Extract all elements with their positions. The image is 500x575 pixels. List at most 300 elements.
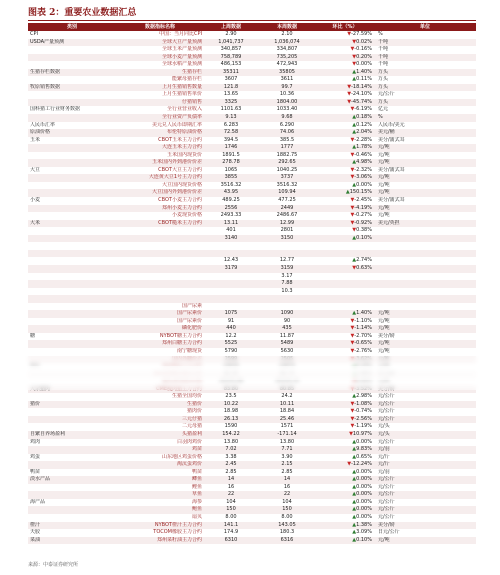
table-row [28, 310, 476, 318]
row-change [316, 423, 374, 431]
up-arrow-icon: ▲ [352, 234, 357, 241]
table-row [28, 265, 476, 273]
header-prev-week: 上周数据 [204, 23, 258, 31]
table-row [28, 348, 476, 356]
row-prev-value: 3140 [204, 235, 258, 243]
row-indicator: 鸭苗 [191, 468, 202, 475]
down-arrow-icon: ▼ [350, 136, 355, 143]
header-change: 环比（%） [316, 23, 374, 31]
row-change [316, 393, 374, 401]
up-arrow-icon: ▲ [352, 159, 357, 166]
change-value: 0.00% [356, 483, 372, 490]
table-row [28, 461, 476, 469]
row-this-value: 3737 [258, 174, 316, 182]
row-category: 小麦 [30, 197, 41, 204]
row-this-value: 2801 [280, 227, 294, 234]
row-prev-value: 401 [226, 227, 236, 234]
row-unit: 美分/蒲式耳 [378, 166, 405, 173]
change-value: -12.24% [351, 461, 372, 468]
row-this-value: 292.65 [258, 159, 316, 167]
row-prev-value: 2.85 [225, 468, 237, 475]
up-arrow-icon: ▲ [352, 483, 357, 490]
row-indicator: 大连黄大豆1号主力合约 [116, 174, 204, 182]
row-unit: 元/吨 [374, 205, 476, 213]
row-this-value [258, 250, 316, 258]
up-arrow-icon: ▲ [352, 114, 357, 121]
row-change [316, 280, 374, 288]
change-value: -27.59% [351, 31, 372, 37]
row-prev-value [204, 280, 258, 288]
change-value: 4.98% [356, 159, 372, 166]
change-value: 0.63% [356, 264, 372, 271]
row-category: 玉米 [30, 136, 41, 143]
row-unit: 元/公斤 [378, 498, 395, 505]
row-indicator: 全行业营业收入 [166, 106, 202, 113]
change-value: 0.10% [356, 234, 372, 241]
row-prev-value: 26.13 [204, 416, 258, 424]
row-category [28, 348, 116, 356]
row-unit [374, 280, 476, 288]
table-row [28, 182, 476, 190]
change-value: -0.46% [354, 151, 372, 158]
row-category [28, 280, 116, 288]
table-row [28, 174, 476, 182]
change-value: 0.00% [356, 506, 372, 513]
row-this-value: 18.84 [279, 408, 295, 415]
row-unit: 元/公斤 [374, 491, 476, 499]
row-prev-value: 340,857 [220, 46, 242, 53]
table-row [28, 446, 476, 454]
table-row [28, 129, 476, 137]
row-unit: 元/吨 [374, 189, 476, 197]
row-prev-value: 174.9 [223, 529, 239, 536]
down-arrow-icon: ▼ [350, 332, 355, 339]
up-arrow-icon: ▲ [352, 521, 357, 528]
row-this-value: 1033.40 [276, 106, 298, 113]
row-prev-value: 6.283 [223, 121, 239, 128]
row-unit: 元/公斤 [378, 91, 395, 98]
row-prev-value [204, 250, 258, 258]
table-row [28, 114, 476, 122]
row-indicator: 二元母猪 [181, 423, 202, 430]
row-this-value: 13.80 [279, 438, 295, 445]
header-unit: 单位 [374, 23, 476, 31]
row-prev-value: 758,789 [204, 54, 258, 62]
table-row [28, 303, 476, 311]
row-prev-value: 1590 [224, 423, 238, 430]
row-indicator: 大连玉米主力合约 [116, 144, 204, 152]
row-category [28, 159, 116, 167]
row-change [316, 69, 374, 77]
row-indicator: 鲍鱼 [116, 506, 204, 514]
table-row [28, 280, 476, 288]
row-prev-value: 5790 [224, 347, 238, 354]
row-prev-value: 440 [204, 325, 258, 333]
row-category [28, 310, 116, 318]
row-this-value: 10.36 [279, 91, 295, 98]
row-change [316, 205, 374, 213]
row-indicator: 全球水稻产量预测 [161, 61, 202, 68]
row-change [316, 99, 374, 107]
row-change [316, 288, 374, 296]
row-prev-value: 12.43 [223, 257, 239, 264]
row-category [28, 76, 116, 84]
row-category [28, 250, 116, 258]
row-this-value: 74.06 [258, 129, 316, 137]
down-arrow-icon: ▼ [350, 423, 355, 430]
row-this-value: 3.17 [281, 272, 293, 279]
row-indicator: 生猪存栏 [116, 69, 204, 77]
row-this-value: 2.15 [258, 461, 316, 469]
source-note: 来源：中泰证券研究所 [28, 562, 79, 568]
row-category: 自繁自养场盈利 [28, 431, 116, 439]
row-this-value: 90 [283, 317, 291, 324]
down-arrow-icon: ▼ [352, 227, 357, 234]
row-change [316, 537, 374, 545]
change-value: 0.00% [356, 61, 372, 68]
table-row [28, 522, 476, 530]
change-value: 1.38% [356, 521, 372, 528]
row-this-value: 7.88 [258, 280, 316, 288]
table-row [28, 144, 476, 152]
row-change [316, 114, 374, 122]
row-change [316, 295, 374, 303]
row-category [28, 514, 116, 522]
row-prev-value: 154.22 [204, 431, 258, 439]
row-prev-value: 14 [204, 476, 258, 484]
change-value: -3.06% [354, 174, 372, 181]
row-change [316, 122, 374, 130]
row-unit: 元/公斤 [374, 401, 476, 409]
row-indicator: 中国：当月同比CPI [159, 31, 202, 37]
change-value: 0.00% [356, 438, 372, 445]
change-value: -0.27% [354, 212, 372, 219]
row-unit [374, 235, 476, 243]
row-indicator [116, 235, 204, 243]
table-row [28, 476, 476, 484]
down-arrow-icon: ▼ [350, 340, 355, 347]
row-category [28, 242, 116, 250]
row-this-value: 1804.00 [258, 99, 316, 107]
row-indicator: 三元仔猪 [116, 416, 204, 424]
row-unit: 元/吨 [374, 325, 476, 333]
change-value: -2.56% [354, 415, 372, 422]
table-row [28, 257, 476, 265]
table-row [28, 454, 476, 462]
change-value: 0.02% [356, 38, 372, 45]
row-prev-value: 16 [227, 483, 235, 490]
row-category [28, 114, 116, 122]
row-category: 鸭苗 [30, 468, 41, 475]
row-prev-value: 3855 [204, 174, 258, 182]
table-row [28, 212, 476, 220]
row-change [316, 31, 374, 39]
down-arrow-icon: ▼ [350, 347, 355, 354]
row-unit: 美元/英担 [374, 220, 476, 228]
change-value: -6.19% [354, 106, 372, 113]
row-this-value: 1777 [258, 144, 316, 152]
table-row [28, 491, 476, 499]
table-header-row [28, 23, 476, 31]
down-arrow-icon: ▼ [349, 430, 353, 437]
change-value: -2.45% [354, 197, 372, 204]
row-this-value: 24.2 [281, 393, 293, 400]
row-category [28, 54, 116, 62]
row-this-value: 5630 [280, 347, 294, 354]
row-prev-value: 13.65 [223, 91, 239, 98]
table-row [28, 227, 476, 235]
row-this-value: 735,205 [258, 54, 316, 62]
down-arrow-icon: ▼ [352, 264, 357, 271]
row-this-value [258, 242, 316, 250]
table-row [28, 484, 476, 492]
row-category: 原油价格 [28, 129, 116, 137]
row-prev-value: 43.95 [204, 189, 258, 197]
row-unit [374, 242, 476, 250]
row-prev-value: 72.58 [204, 129, 258, 137]
row-this-value [258, 295, 316, 303]
row-unit: 美分/磅 [374, 522, 476, 530]
row-category [28, 484, 116, 492]
row-this-value: 477.25 [278, 197, 296, 204]
row-unit: 元/公斤 [378, 483, 395, 490]
row-prev-value: 13.11 [204, 220, 258, 228]
change-value: 0.00% [356, 468, 372, 475]
row-category [28, 205, 116, 213]
row-unit: 元/吨 [374, 159, 476, 167]
row-category [28, 174, 116, 182]
change-value: -45.74% [351, 98, 372, 105]
row-indicator [116, 288, 204, 296]
row-unit: % [374, 114, 476, 122]
row-change [316, 446, 374, 454]
change-value: -1.14% [354, 325, 372, 332]
row-change [316, 61, 374, 69]
row-category [28, 416, 116, 424]
change-value: 1.78% [356, 144, 372, 151]
up-arrow-icon: ▲ [352, 506, 357, 513]
row-category: 生猪存栏数据 [28, 69, 116, 77]
row-unit: 元/公斤 [378, 438, 395, 445]
change-value: -2.76% [354, 347, 372, 354]
table-row [28, 189, 476, 197]
title-rule [28, 20, 476, 21]
row-change [316, 303, 374, 311]
down-arrow-icon: ▼ [347, 91, 352, 98]
row-category [28, 227, 116, 235]
table-row [28, 529, 476, 537]
up-arrow-icon: ▲ [352, 393, 357, 400]
row-unit: 日元/公斤 [378, 529, 400, 536]
row-category [28, 446, 116, 454]
row-change [316, 439, 374, 447]
row-this-value: 3611 [280, 76, 294, 83]
row-indicator: 国产尿素 [181, 302, 202, 309]
row-this-value: 2486.67 [276, 212, 298, 219]
row-this-value: -171.14 [258, 431, 316, 439]
change-value: -4.19% [354, 204, 372, 211]
row-unit: 万头 [378, 76, 389, 83]
table-row [28, 423, 476, 431]
table-row [28, 31, 476, 39]
row-this-value: 109.94 [258, 189, 316, 197]
table-row [28, 295, 476, 303]
down-arrow-icon: ▼ [350, 325, 355, 332]
row-indicator: 猪肉价 [186, 408, 202, 415]
row-unit: 元/吨 [374, 340, 476, 348]
down-arrow-icon: ▼ [352, 53, 357, 60]
row-indicator [116, 273, 204, 281]
row-category: 大豆 [30, 166, 41, 173]
table-row [28, 250, 476, 258]
up-arrow-icon: ▲ [352, 498, 357, 505]
table-row [28, 69, 476, 77]
row-prev-value: 141.1 [204, 522, 258, 530]
row-indicator: 仔猪销售 [116, 99, 204, 107]
row-this-value: 435 [258, 325, 316, 333]
row-unit: 元/斤 [378, 453, 390, 460]
row-indicator: 全球大豆产量预测 [116, 39, 204, 47]
row-indicator: NYBOT橙汁主力合约 [116, 522, 204, 530]
row-prev-value: 2.90 [225, 31, 237, 37]
row-prev-value: 8.00 [225, 514, 237, 520]
row-change [316, 491, 374, 499]
row-prev-value: 1746 [204, 144, 258, 152]
row-category: 大米 [28, 220, 116, 228]
header-this-week: 本周数据 [258, 23, 316, 31]
row-unit: 美分/磅 [378, 332, 395, 339]
row-category: 淡水产品 [28, 476, 116, 484]
row-unit: 元/吨 [378, 317, 390, 324]
row-indicator: 南宁糖现货 [176, 347, 202, 354]
change-value: 10.97% [352, 430, 372, 437]
row-indicator: 上月生猪销售单价 [161, 91, 202, 98]
row-indicator: 郑州小麦主力合约 [116, 205, 204, 213]
row-prev-value: 1075 [204, 310, 258, 318]
up-arrow-icon: ▲ [352, 446, 357, 453]
change-value: 0.11% [356, 76, 372, 83]
row-indicator: 玉米国内外到港价价差 [116, 159, 204, 167]
row-change [316, 250, 374, 258]
row-change [316, 273, 374, 281]
row-indicator: 全球玉米产量预测 [161, 46, 202, 53]
row-change [316, 137, 374, 145]
row-unit: 元/吨 [374, 144, 476, 152]
row-this-value: 1040.25 [276, 166, 298, 173]
change-value: -0.65% [354, 340, 372, 347]
row-indicator: 生猪全国均价 [171, 393, 202, 400]
table-row [28, 197, 476, 205]
down-arrow-icon: ▼ [350, 317, 355, 324]
row-unit: 千吨 [378, 61, 389, 68]
row-indicator: 生猪价 [116, 401, 204, 409]
row-this-value: 2449 [258, 205, 316, 213]
up-arrow-icon: ▲ [352, 68, 357, 75]
agri-data-table [28, 23, 476, 544]
table-row [28, 122, 476, 130]
row-change [316, 242, 374, 250]
table-row [28, 340, 476, 348]
table-row [28, 439, 476, 447]
row-category [28, 182, 116, 190]
row-this-value: 12.99 [258, 220, 316, 228]
row-unit: 元/头 [378, 423, 390, 430]
row-indicator: 白羽肉鸡价 [176, 438, 202, 445]
down-arrow-icon: ▼ [350, 204, 355, 211]
row-change [316, 227, 374, 235]
row-change [316, 340, 374, 348]
row-change [316, 416, 374, 424]
row-category [28, 461, 116, 469]
row-category [28, 91, 116, 99]
row-prev-value: 1101.63 [220, 106, 242, 113]
row-prev-value: 2493.33 [220, 212, 242, 219]
row-this-value: 99.7 [258, 84, 316, 92]
change-value: -1.10% [354, 317, 372, 324]
row-unit: 万头 [374, 84, 476, 92]
table-row [28, 61, 476, 69]
row-prev-value: 104 [226, 498, 236, 505]
blurred-band-inner [18, 366, 482, 380]
row-category [28, 288, 116, 296]
row-unit: 元/头 [374, 431, 476, 439]
up-arrow-icon: ▲ [352, 438, 357, 445]
row-this-value: 3150 [258, 235, 316, 243]
down-arrow-icon: ▼ [347, 461, 352, 468]
row-indicator: 大豆国内外到港价价差 [116, 189, 204, 197]
change-value: 3.09% [356, 529, 372, 536]
row-prev-value [204, 295, 258, 303]
up-arrow-icon: ▲ [352, 453, 357, 460]
row-prev-value: 2556 [204, 205, 258, 213]
row-this-value: 12.77 [279, 257, 295, 264]
row-this-value [258, 303, 316, 311]
row-indicator: CBOT玉米主力合约 [158, 136, 202, 143]
row-prev-value: 91 [227, 317, 235, 324]
row-unit: 元/公斤 [378, 514, 395, 520]
row-indicator: CBOT大豆主力合约 [158, 166, 202, 173]
row-indicator: 上月生猪销售数量 [116, 84, 204, 92]
table-row [28, 54, 476, 62]
row-unit: 元/公斤 [374, 416, 476, 424]
row-indicator: 全球小麦产量预测 [116, 54, 204, 62]
change-value: 9.83% [356, 446, 372, 453]
row-change [316, 144, 374, 152]
row-indicator: 大豆国内现货价格 [161, 181, 202, 188]
row-indicator: 鲤鱼 [191, 483, 202, 490]
row-this-value: 14 [258, 476, 316, 484]
row-unit [374, 273, 476, 281]
row-category: 鸡肉 [30, 438, 41, 445]
row-change [316, 189, 374, 197]
row-category [28, 506, 116, 514]
row-indicator [116, 227, 204, 235]
row-prev-value: 150 [204, 506, 258, 514]
row-indicator: 头猪盈利 [116, 431, 204, 439]
row-unit: 元/斤 [374, 461, 476, 469]
row-category [28, 61, 116, 69]
row-unit: 元/公斤 [374, 506, 476, 514]
row-this-value: 472,943 [276, 61, 298, 68]
row-this-value: 334,807 [276, 46, 298, 53]
row-change [316, 401, 374, 409]
change-value: 0.18% [356, 114, 372, 121]
row-change [316, 514, 374, 522]
up-arrow-icon: ▲ [352, 529, 357, 536]
change-value: 0.00% [356, 514, 372, 520]
row-category [28, 325, 116, 333]
row-change [316, 91, 374, 99]
